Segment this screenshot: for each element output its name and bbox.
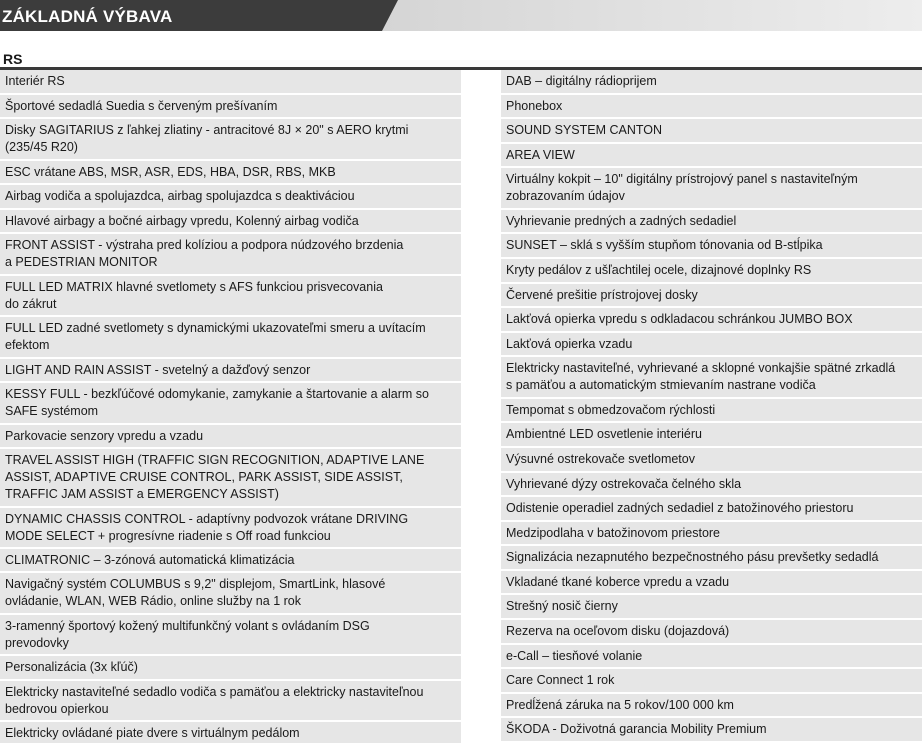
equipment-item-text: Výsuvné ostrekovače svetlometov: [506, 451, 695, 466]
equipment-item-text: 3-ramenný športový kožený multifunkčný volant s ovládaním DSG: [5, 618, 370, 633]
equipment-item: [501, 168, 922, 209]
header-banner: [0, 0, 922, 31]
equipment-item-text: Personalizácia (3x kľúč): [5, 660, 138, 675]
equipment-item: [501, 620, 922, 645]
equipment-item: [501, 119, 922, 144]
equipment-item: [501, 497, 922, 522]
equipment-item-text: Rezerva na oceľovom disku (dojazdová): [506, 624, 730, 639]
equipment-item: [0, 276, 461, 317]
equipment-item-text: ESC vrátane ABS, MSR, ASR, EDS, HBA, DSR, RBS, MKB: [5, 164, 336, 179]
equipment-item-text: FRONT ASSIST - výstraha pred kolíziou a podpora núdzového brzdenia: [5, 238, 404, 253]
equipment-item: [501, 718, 922, 743]
equipment-item: [0, 722, 461, 743]
equipment-list-right: [501, 70, 922, 743]
equipment-item: [501, 546, 922, 571]
equipment-item: [0, 359, 461, 384]
equipment-item-text: DAB – digitálny rádioprijem: [506, 74, 657, 88]
equipment-item: [0, 317, 461, 358]
equipment-item: [0, 449, 461, 507]
equipment-item-text: TRAFFIC JAM ASSIST a EMERGENCY ASSIST): [5, 487, 279, 502]
equipment-item-text: a PEDESTRIAN MONITOR: [5, 255, 158, 270]
equipment-item: [501, 423, 922, 448]
equipment-item: [0, 383, 461, 424]
equipment-item: [501, 448, 922, 473]
equipment-item-text: (235/45 R20): [5, 140, 78, 155]
equipment-item: [0, 70, 461, 95]
equipment-item: [501, 308, 922, 333]
equipment-item-text: Elektricky ovládané piate dvere s virtuálnym pedálom: [5, 726, 300, 741]
equipment-item-text: ovládanie, WLAN, WEB Rádio, online služby na 1 rok: [5, 594, 301, 609]
equipment-item-text: efektom: [5, 338, 50, 353]
page-title: ZÁKLADNÁ VÝBAVA: [2, 7, 173, 26]
equipment-item: [0, 549, 461, 574]
equipment-item-text: Ambientné LED osvetlenie interiéru: [506, 427, 702, 442]
equipment-item-text: Parkovacie senzory vpredu a vzadu: [5, 428, 204, 443]
equipment-item-text: Signalizácia nezapnutého bezpečnostného pásu prevšetky sedadlá: [506, 550, 879, 565]
equipment-item: [0, 95, 461, 120]
equipment-item-text: CLIMATRONIC – 3-zónová automatická klimatizácia: [5, 552, 295, 567]
equipment-item-text: Phonebox: [506, 98, 563, 113]
equipment-item-text: zobrazovaním údajov: [506, 189, 625, 204]
equipment-item: [0, 119, 461, 160]
equipment-item-text: Kryty pedálov z ušľachtilej ocele, dizajnové doplnky RS: [506, 262, 812, 277]
equipment-item-text: Športové sedadlá Suedia s červeným prešívaním: [5, 98, 278, 113]
equipment-item: [501, 473, 922, 498]
equipment-item: [501, 399, 922, 424]
equipment-item-text: Elektricky nastaviteľné sedadlo vodiča s pamäťou a elektricky nastaviteľnou: [5, 684, 424, 699]
equipment-item: [501, 210, 922, 235]
equipment-item-text: Predĺžená záruka na 5 rokov/100 000 km: [506, 697, 734, 712]
equipment-item-text: Vyhrievanie predných a zadných sedadiel: [506, 213, 737, 228]
equipment-item: [0, 425, 461, 450]
equipment-item-text: SUNSET – sklá s vyšším stupňom tónovania od B-stĺpika: [506, 238, 823, 253]
equipment-item: [501, 284, 922, 309]
equipment-item-text: Strešný nosič čierny: [506, 599, 618, 614]
equipment-item-text: Interiér RS: [5, 74, 65, 88]
equipment-item: [0, 161, 461, 186]
equipment-item-text: Airbag vodiča a spolujazdca, airbag spolujazdca s deaktiváciou: [5, 189, 355, 204]
equipment-item: [0, 573, 461, 614]
equipment-item-text: bedrovou opierkou: [5, 701, 109, 716]
equipment-item: [501, 333, 922, 358]
equipment-item-text: ASSIST, ADAPTIVE CRUISE CONTROL, PARK ASSIST, SIDE ASSIST,: [5, 470, 403, 485]
equipment-item-text: AREA VIEW: [506, 147, 575, 162]
equipment-item: [0, 210, 461, 235]
equipment-item: [501, 357, 922, 398]
equipment-item: [0, 615, 461, 656]
equipment-item-text: SOUND SYSTEM CANTON: [506, 123, 663, 138]
equipment-list-left: [0, 70, 461, 743]
equipment-item-text: Červené prešitie prístrojovej dosky: [506, 287, 698, 302]
equipment-item: [501, 571, 922, 596]
equipment-item-text: FULL LED zadné svetlomety s dynamickými ukazovateľmi smeru a uvítacím: [5, 321, 426, 336]
equipment-item-text: Lakťová opierka vpredu s odkladacou schránkou JUMBO BOX: [506, 312, 853, 327]
equipment-item-text: ŠKODA - Doživotná garancia Mobility Premium: [506, 722, 767, 737]
equipment-item-text: SAFE systémom: [5, 404, 99, 419]
equipment-item-text: FULL LED MATRIX hlavné svetlomety s AFS funkciou prisvecovania: [5, 279, 383, 294]
equipment-item: [501, 95, 922, 120]
equipment-item-text: KESSY FULL - bezkľúčové odomykanie, zamykanie a štartovanie a alarm so: [5, 387, 429, 402]
equipment-item: [0, 234, 461, 275]
equipment-item-text: Navigačný systém COLUMBUS s 9,2" displejom, SmartLink, hlasové: [5, 577, 386, 592]
equipment-item: [0, 681, 461, 722]
equipment-item-text: LIGHT AND RAIN ASSIST - svetelný a dažďový senzor: [5, 362, 311, 377]
equipment-item-text: e-Call – tiesňové volanie: [506, 648, 643, 663]
equipment-item: [0, 185, 461, 210]
equipment-item-text: MODE SELECT + progresívne riadenie s Off road funkciou: [5, 528, 331, 543]
equipment-item: [501, 70, 922, 95]
equipment-item: [501, 645, 922, 670]
equipment-item-text: s pamäťou a automatickým stmievaním nastrane vodiča: [506, 378, 816, 393]
equipment-item-text: Vkladané tkané koberce vpredu a vzadu: [506, 574, 730, 589]
equipment-item-text: Disky SAGITARIUS z ľahkej zliatiny - antracitové 8J × 20" s AERO krytmi: [5, 123, 409, 138]
equipment-item-text: Virtuálny kokpit – 10" digitálny prístrojový panel s nastaviteľným: [506, 172, 858, 187]
equipment-item: [501, 234, 922, 259]
equipment-item-text: Care Connect 1 rok: [506, 673, 615, 688]
equipment-item-text: TRAVEL ASSIST HIGH (TRAFFIC SIGN RECOGNITION, ADAPTIVE LANE: [5, 453, 425, 468]
equipment-item-text: do zákrut: [5, 296, 57, 311]
equipment-item-text: Hlavové airbagy a bočné airbagy vpredu, Kolenný airbag vodiča: [5, 213, 359, 228]
equipment-item: [501, 144, 922, 169]
equipment-item: [0, 656, 461, 681]
equipment-item: [501, 522, 922, 547]
equipment-item: [501, 669, 922, 694]
equipment-item-text: Lakťová opierka vzadu: [506, 336, 633, 351]
equipment-item-text: Tempomat s obmedzovačom rýchlosti: [506, 402, 716, 417]
equipment-item-text: Elektricky nastaviteľné, vyhrievané a sklopné vonkajšie spätné zrkadlá: [506, 361, 896, 376]
equipment-item-text: Vyhrievané dýzy ostrekovača čelného skla: [506, 476, 742, 491]
section-title: RS: [3, 51, 23, 67]
equipment-item: [501, 595, 922, 620]
equipment-item-text: prevodovky: [5, 635, 69, 650]
equipment-item-text: DYNAMIC CHASSIS CONTROL - adaptívny podvozok vrátane DRIVING: [5, 511, 409, 526]
equipment-item: [501, 694, 922, 719]
equipment-item: [501, 259, 922, 284]
equipment-item-text: Odistenie operadiel zadných sedadiel z batožinového priestoru: [506, 501, 854, 516]
equipment-item-text: Medzipodlaha v batožinovom priestore: [506, 525, 721, 540]
equipment-item: [0, 508, 461, 549]
